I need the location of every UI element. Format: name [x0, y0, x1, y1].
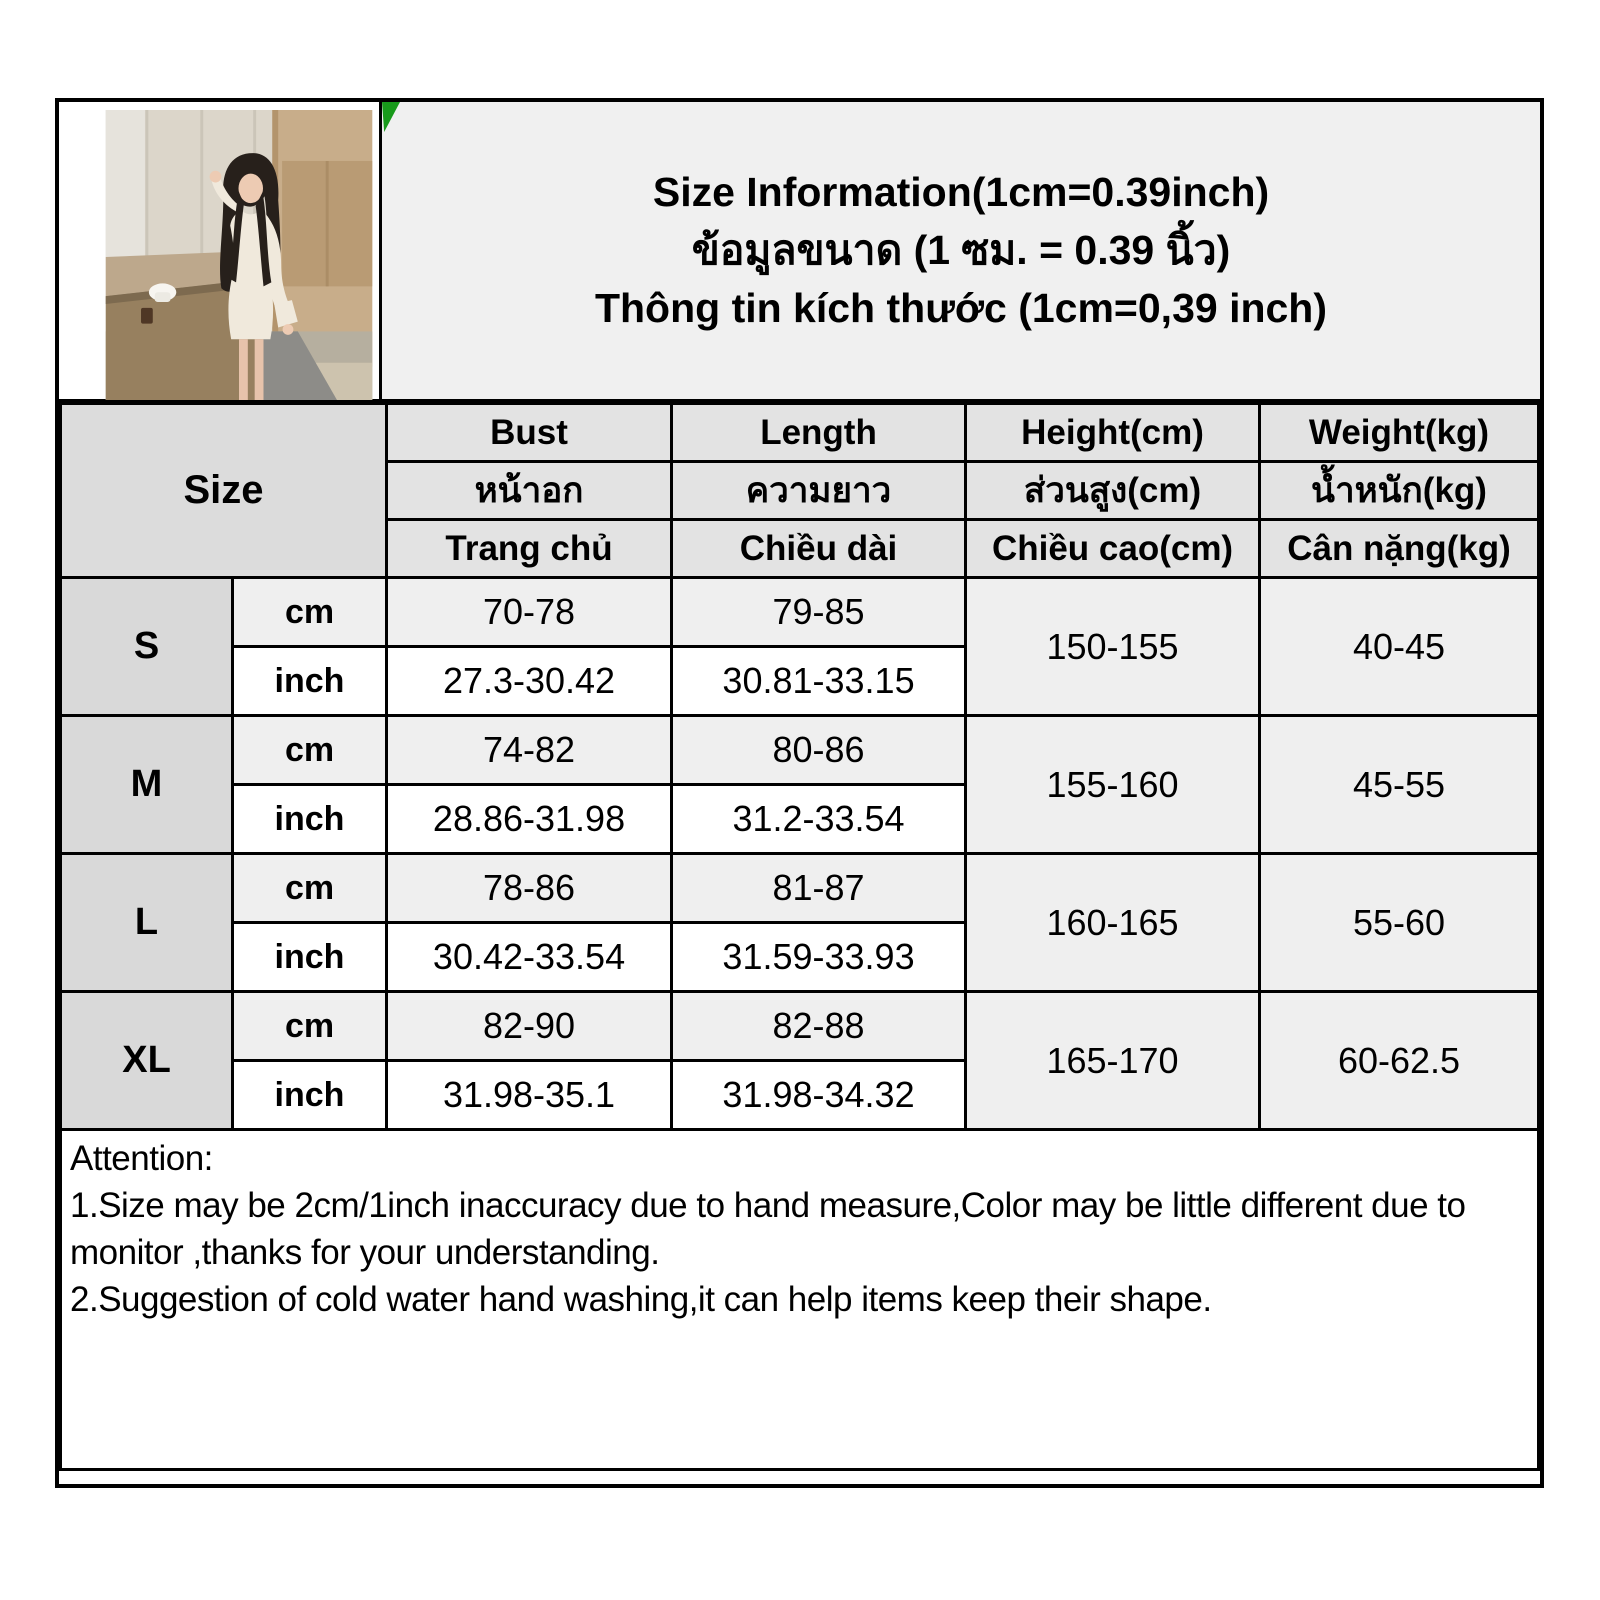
bust-inch-value: 30.42-33.54 — [387, 923, 672, 992]
size-label-s: S — [61, 578, 233, 716]
title-english: Size Information(1cm=0.39inch) — [652, 168, 1270, 215]
length-inch-value: 30.81-33.15 — [672, 647, 966, 716]
size-label-m: M — [61, 716, 233, 854]
col-header-height-th: ส่วนสูง(cm) — [966, 462, 1260, 520]
col-header-length-th: ความยาว — [672, 462, 966, 520]
unit-cm-label: cm — [233, 578, 387, 647]
weight-value: 55-60 — [1260, 854, 1539, 992]
col-header-bust-th: หน้าอก — [387, 462, 672, 520]
attention-section — [61, 1130, 1539, 1470]
col-header-bust-en: Bust — [387, 404, 672, 462]
attention-title: Attention: — [70, 1139, 213, 1178]
unit-cm-label: cm — [233, 992, 387, 1061]
col-header-height-vi: Chiều cao(cm) — [966, 520, 1260, 578]
corner-marker-icon — [382, 102, 400, 132]
col-header-bust-vi: Trang chủ — [387, 520, 672, 578]
title-thai: ข้อมูลขนาด (1 ซม. = 0.39 นิ้ว) — [691, 226, 1231, 273]
length-cm-value: 80-86 — [672, 716, 966, 785]
length-cm-value: 82-88 — [672, 992, 966, 1061]
col-header-weight-th: น้ำหนัก(kg) — [1260, 462, 1539, 520]
length-inch-value: 31.98-34.32 — [672, 1061, 966, 1130]
top-band — [59, 102, 1540, 402]
size-label-l: L — [61, 854, 233, 992]
unit-inch-label: inch — [233, 647, 387, 716]
attention-note-1: 1.Size may be 2cm/1inch inaccuracy due to hand measure,Color may be little different due to monitor ,thanks for your understanding. — [70, 1186, 1466, 1272]
col-header-weight-en: Weight(kg) — [1260, 404, 1539, 462]
height-value: 155-160 — [966, 716, 1260, 854]
size-column-header: Size — [61, 404, 387, 578]
weight-value: 60-62.5 — [1260, 992, 1539, 1130]
unit-inch-label: inch — [233, 1061, 387, 1130]
size-chart-sheet — [55, 98, 1544, 1488]
weight-value: 45-55 — [1260, 716, 1539, 854]
size-label-xl: XL — [61, 992, 233, 1130]
height-value: 150-155 — [966, 578, 1260, 716]
bust-cm-value: 78-86 — [387, 854, 672, 923]
title-vietnamese: Thông tin kích thước (1cm=0,39 inch) — [594, 285, 1328, 332]
attention-note-2: 2.Suggestion of cold water hand washing,it can help items keep their shape. — [70, 1280, 1212, 1319]
weight-value: 40-45 — [1260, 578, 1539, 716]
bust-inch-value: 28.86-31.98 — [387, 785, 672, 854]
length-inch-value: 31.59-33.93 — [672, 923, 966, 992]
title-block — [382, 102, 1540, 399]
length-cm-value: 81-87 — [672, 854, 966, 923]
length-inch-value: 31.2-33.54 — [672, 785, 966, 854]
bust-inch-value: 27.3-30.42 — [387, 647, 672, 716]
bust-cm-value: 70-78 — [387, 578, 672, 647]
height-value: 160-165 — [966, 854, 1260, 992]
unit-inch-label: inch — [233, 923, 387, 992]
model-photo-illustration — [103, 110, 375, 400]
bust-cm-value: 82-90 — [387, 992, 672, 1061]
size-table — [59, 402, 1540, 1471]
col-header-length-en: Length — [672, 404, 966, 462]
product-photo — [59, 102, 382, 399]
bust-inch-value: 31.98-35.1 — [387, 1061, 672, 1130]
unit-cm-label: cm — [233, 854, 387, 923]
col-header-length-vi: Chiều dài — [672, 520, 966, 578]
bust-cm-value: 74-82 — [387, 716, 672, 785]
col-header-weight-vi: Cân nặng(kg) — [1260, 520, 1539, 578]
length-cm-value: 79-85 — [672, 578, 966, 647]
height-value: 165-170 — [966, 992, 1260, 1130]
unit-cm-label: cm — [233, 716, 387, 785]
unit-inch-label: inch — [233, 785, 387, 854]
col-header-height-en: Height(cm) — [966, 404, 1260, 462]
